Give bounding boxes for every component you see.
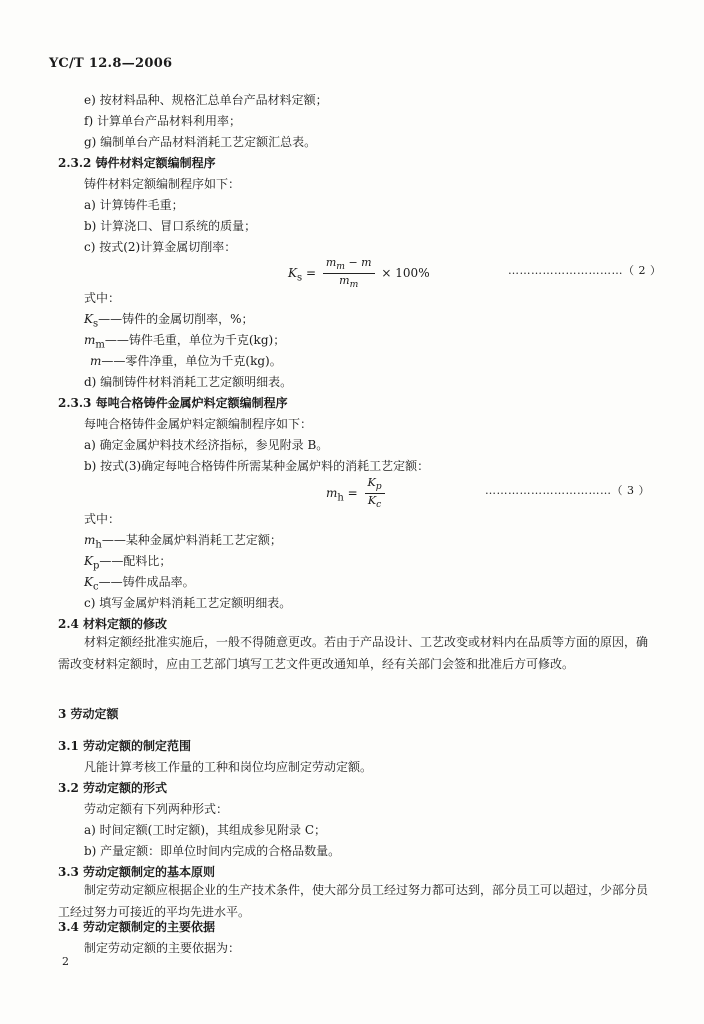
symbol-definition: $m_m——$铸件毛重，单位为千克(kg)；	[84, 333, 286, 351]
paragraph: 制定劳动定额的主要依据为：	[84, 941, 241, 955]
section-heading: 2.4 材料定额的修改	[58, 617, 168, 631]
section-heading: 3.3 劳动定额制定的基本原则	[58, 865, 216, 879]
equation-number: ……………………………（ 3 ）	[485, 484, 650, 497]
formula-2: $K_s$ = $\frac{m_m - m}{m_m}$ × 100%	[288, 256, 430, 291]
list-item: c) 填写金属炉料消耗工艺定额明细表。	[84, 596, 292, 610]
section-heading: 2.3.2 铸件材料定额编制程序	[58, 156, 216, 170]
list-item: c) 按式(2)计算金属切削率：	[84, 240, 237, 254]
symbol-definition: m——零件净重，单位为千克(kg)。	[90, 354, 282, 368]
paragraph: 每吨合格铸件金属炉料定额编制程序如下：	[84, 417, 313, 431]
section-heading: 3 劳动定额	[58, 707, 119, 721]
list-item: a) 确定金属炉料技术经济指标，参见附录 B。	[84, 438, 329, 452]
paragraph: 制定劳动定额应根据企业的生产技术条件，使大部分员工经过努力都可达到，部分员工可以超过，少部分员工经过努力可接近的平均先进水平。	[58, 883, 649, 919]
section-heading: 3.1 劳动定额的制定范围	[58, 739, 192, 753]
list-item: a) 计算铸件毛重；	[84, 198, 184, 212]
page-number: 2	[62, 955, 69, 968]
symbol-definition: $m_h——$某种金属炉料消耗工艺定额；	[84, 533, 282, 551]
section-heading: 3.2 劳动定额的形式	[58, 781, 168, 795]
standard-header: YC/T 12.8—2006	[49, 56, 173, 71]
symbol-definition: $K_p——$配料比；	[84, 554, 172, 572]
symbol-definition: $K_c——$铸件成品率。	[84, 575, 195, 593]
list-item: b) 计算浇口、冒口系统的质量；	[84, 219, 257, 233]
paragraph: 材料定额经批准实施后，一般不得随意更改。若由于产品设计、工艺改变或材料内在品质等方面的原因，确需改变材料定额时，应由工艺部门填写工艺文件更改通知单，经有关部门会签和批准后方可修改。	[58, 635, 649, 671]
paragraph: 铸件材料定额编制程序如下：	[84, 177, 241, 191]
section-heading: 3.4 劳动定额制定的主要依据	[58, 920, 216, 934]
section-heading: 2.3.3 每吨合格铸件金属炉料定额编制程序	[58, 396, 288, 410]
symbol-definition: $K_s——$铸件的金属切削率，%；	[84, 312, 254, 330]
paragraph: 式中：	[84, 512, 121, 526]
paragraph: 凡能计算考核工作量的工种和岗位均应制定劳动定额。	[84, 760, 373, 774]
list-item: b) 按式(3)确定每吨合格铸件所需某种金属炉料的消耗工艺定额：	[84, 459, 430, 473]
list-item: g) 编制单台产品材料消耗工艺定额汇总表。	[84, 135, 317, 149]
list-item: b) 产量定额：即单位时间内完成的合格品数量。	[84, 844, 341, 858]
formula-3: $m_h$ = $\frac{K_p}{K_c}$	[326, 476, 388, 511]
list-item: f) 计算单台产品材料利用率；	[84, 114, 241, 128]
list-item: a) 时间定额(工时定额)，其组成参见附录 C；	[84, 823, 327, 837]
paragraph: 劳动定额有下列两种形式：	[84, 802, 229, 816]
equation-number: …………………………（ 2 ）	[508, 264, 662, 277]
list-item: e) 按材料品种、规格汇总单台产品材料定额；	[84, 93, 328, 107]
paragraph: 式中：	[84, 291, 121, 305]
list-item: d) 编制铸件材料消耗工艺定额明细表。	[84, 375, 293, 389]
